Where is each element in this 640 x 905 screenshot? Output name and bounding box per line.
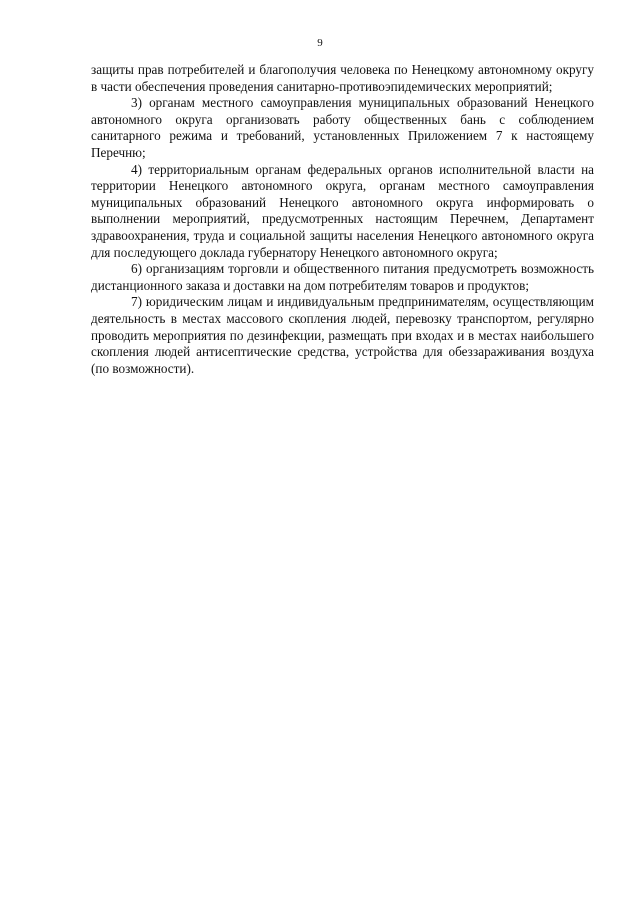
paragraph-item-7: 7) юридическим лицам и индивидуальным предпринимателям, осуществляющим деятельность в местах массового скопления людей, перевозку транспортом, регулярно проводить мероприятия по дезинфекции, размещать при входах и в местах наибольшего скопления людей антисептические средства, устройства для обеззараживания воздуха (по возможности).: [91, 294, 594, 376]
page-number: 9: [317, 37, 323, 49]
paragraph-item-6: 6) организациям торговли и общественного питания предусмотреть возможность дистанционного заказа и доставки на дом потребителям товаров и продуктов;: [91, 261, 594, 293]
paragraph-item-3: 3) органам местного самоуправления муниципальных образований Ненецкого автономного округа организовать работу общественных бань с соблюдением санитарного режима и требований, установленных Приложением 7 к настоящему Перечню;: [91, 95, 594, 160]
paragraph-item-4: 4) территориальным органам федеральных органов исполнительной власти на территории Ненецкого автономного округа, органам местного самоуправления муниципальных образований Ненецкого автономного округа информировать о выполнении мероприятий, предусмотренных настоящим Перечнем, Департамент здравоохранения, труда и социальной защиты населения Ненецкого автономного округа для последующего доклада губернатору Ненецкого автономного округа;: [91, 161, 594, 260]
paragraph-continuation: защиты прав потребителей и благополучия человека по Ненецкому автономному округу в части обеспечения проведения санитарно-противоэпидемических мероприятий;: [91, 62, 594, 94]
document-body: [91, 62, 594, 377]
